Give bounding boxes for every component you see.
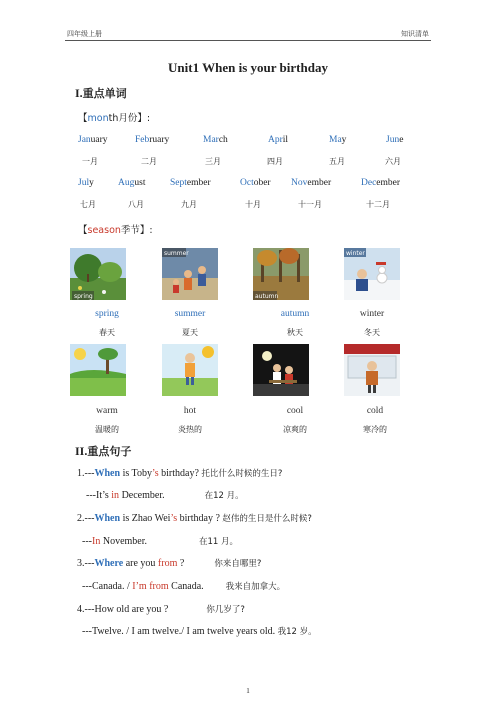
winter-picture — [344, 248, 400, 300]
month-apr-zh: 四月 — [267, 157, 283, 166]
month-dec: December — [361, 178, 401, 188]
season-autumn: autumn — [280, 309, 310, 319]
svg-text:summer: summer — [164, 250, 189, 257]
section-1-label: 重点单词 — [82, 87, 127, 100]
month-jul: July — [78, 178, 94, 188]
season-summer: summer — [174, 309, 206, 319]
cool-picture — [253, 344, 309, 396]
section-1-heading — [75, 85, 127, 101]
header-right: 知识清单 — [401, 30, 429, 38]
weather-cold-zh: 寒冷的 — [363, 425, 387, 434]
month-sep: September — [170, 178, 211, 188]
svg-text:autumn: autumn — [255, 293, 279, 300]
season-label-hl: season — [87, 225, 121, 236]
section-1-num: I. — [75, 86, 83, 100]
section-2-num: II. — [75, 444, 88, 458]
sentence-4-question: 4.---How old are you ? 你几岁了? — [77, 604, 245, 615]
month-oct: October — [240, 178, 271, 188]
svg-text:winter: winter — [346, 250, 365, 257]
month-apr: April — [268, 135, 289, 145]
cold-picture — [344, 344, 400, 396]
month-may-zh: 五月 — [329, 157, 345, 166]
warm-picture — [70, 344, 126, 396]
month-feb: February — [135, 135, 170, 145]
month-jan-zh: 一月 — [82, 157, 98, 166]
sentence-3-question: 3.---Where are you from ? 你来自哪里? — [77, 558, 262, 569]
season-label — [78, 222, 153, 236]
sentence-3-answer: ---Canada. / I’m from Canada. 我来自加拿大。 — [82, 581, 286, 592]
weather-cold: cold — [366, 406, 384, 416]
month-aug: August — [118, 178, 146, 188]
season-summer-zh: 夏天 — [182, 328, 198, 337]
month-nov: November — [291, 178, 332, 188]
season-spring-zh: 春天 — [99, 328, 115, 337]
season-label-rest: 季节】: — [120, 225, 153, 236]
weather-warm-zh: 温暖的 — [95, 425, 119, 434]
month-jun-zh: 六月 — [385, 157, 401, 166]
section-2-label: 重点句子 — [87, 445, 132, 458]
weather-hot-zh: 炎热的 — [178, 425, 202, 434]
month-nov-zh: 十一月 — [298, 200, 322, 209]
page-number: 1 — [246, 687, 250, 695]
summer-picture — [162, 248, 218, 300]
autumn-picture — [253, 248, 309, 300]
section-2-heading — [75, 443, 131, 459]
season-winter: winter — [359, 309, 385, 319]
months-label-hl: mon — [87, 113, 109, 124]
weather-cool-zh: 凉爽的 — [283, 425, 307, 434]
sentence-1-answer: ---It’s in December. 在12 月。 — [86, 490, 244, 501]
weather-hot: hot — [183, 406, 197, 416]
months-label — [78, 110, 150, 124]
month-jul-zh: 七月 — [80, 200, 96, 209]
weather-cool: cool — [286, 406, 304, 416]
month-dec-zh: 十二月 — [366, 200, 390, 209]
sentence-2-question: 2.---When is Zhao Wei’s birthday ? 赵伟的生日是什么时候? — [77, 513, 312, 524]
month-mar-zh: 三月 — [205, 157, 221, 166]
months-label-pre: 【 — [78, 113, 88, 124]
month-may: May — [329, 135, 347, 145]
spring-picture — [70, 248, 126, 300]
hot-picture — [162, 344, 218, 396]
months-label-rest: th月份】: — [108, 113, 151, 124]
month-sep-zh: 九月 — [181, 200, 197, 209]
sentence-1-question: 1.---When is Toby’s birthday? 托比什么时候的生日? — [77, 468, 283, 479]
page-title: Unit1 When is your birthday — [168, 60, 328, 75]
weather-warm: warm — [96, 406, 118, 416]
month-oct-zh: 十月 — [245, 200, 261, 209]
month-feb-zh: 二月 — [141, 157, 157, 166]
month-mar: March — [203, 135, 228, 145]
month-jun: June — [386, 135, 404, 145]
svg-text:spring: spring — [74, 293, 93, 300]
month-aug-zh: 八月 — [128, 200, 144, 209]
season-winter-zh: 冬天 — [364, 328, 380, 337]
header-rule — [65, 40, 431, 41]
season-spring: spring — [95, 309, 119, 319]
month-jan: January — [78, 135, 108, 145]
season-label-pre: 【 — [78, 225, 88, 236]
season-autumn-zh: 秋天 — [287, 328, 303, 337]
sentence-4-answer: ---Twelve. / I am twelve./ I am twelve years old. 我12 岁。 — [82, 626, 317, 637]
header-left: 四年级上册 — [67, 30, 102, 38]
sentence-2-answer: ---In November. 在11 月。 — [82, 536, 239, 547]
